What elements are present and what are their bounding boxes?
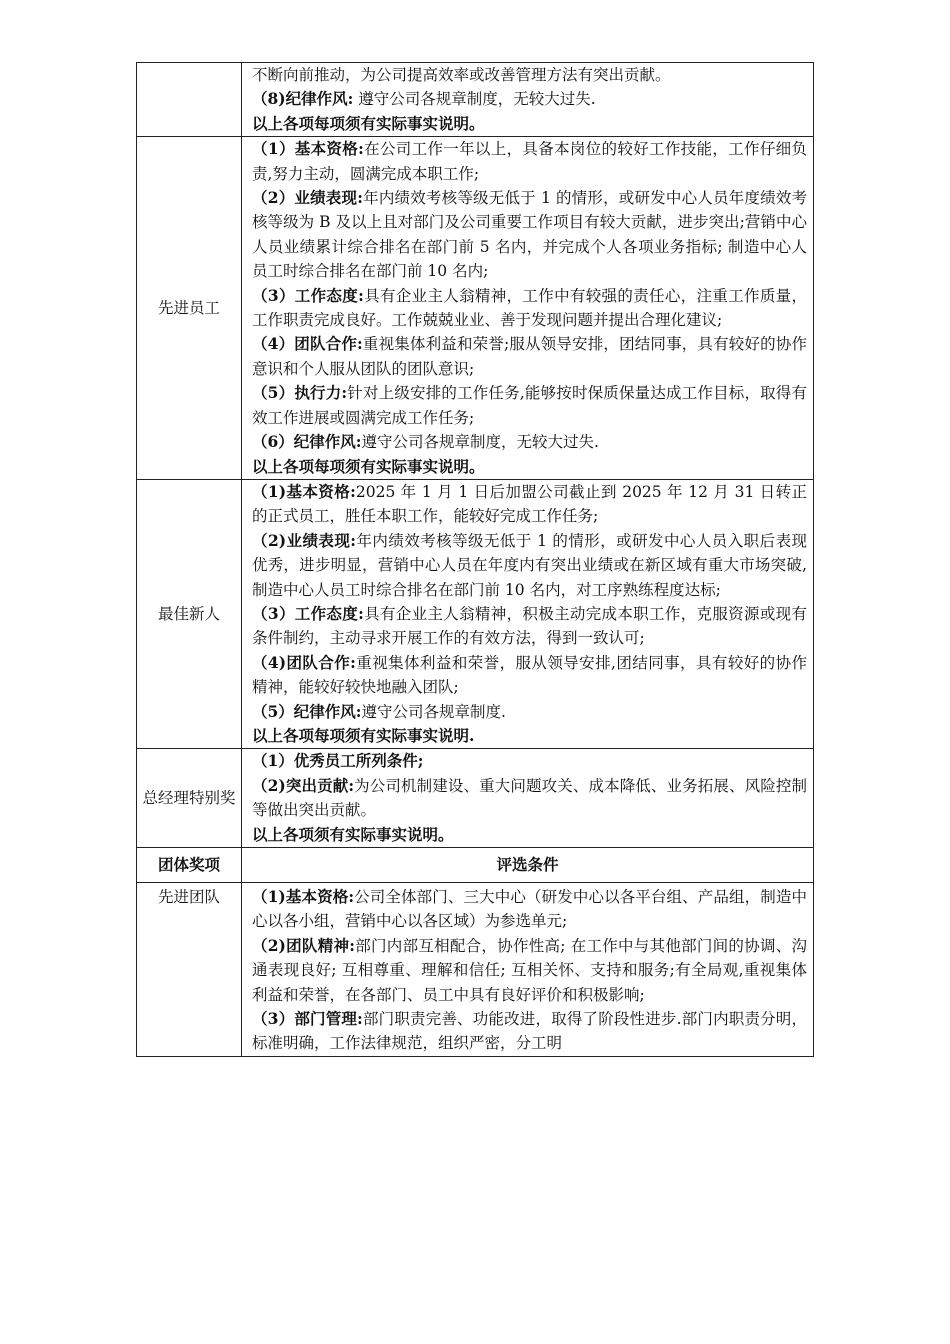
criteria-note: 以上各项每项须有实际事实说明。 [252,456,485,476]
criteria-item [252,87,807,111]
criteria-item-text: 遵守公司各规章制度，无较大过失. [361,433,599,452]
criteria-item [252,284,807,333]
criteria-item-text: 部门职责完善、功能改进，取得了阶段性进步.部门内职责分明，标准明确，工作法律规范，组织严密，分工明 [252,1010,807,1053]
column-header-criteria: 评选条件 [242,848,814,883]
criteria-item-title: （3）部门管理: [252,1009,363,1029]
criteria-item [252,529,807,602]
criteria-item-title: （6）纪律作风: [252,432,362,452]
criteria-item-text: 重视集体利益和荣誉;服从领导安排，团结同事，具有较好的协作意识和个人服从团队的团队意识; [252,335,807,378]
criteria-item [252,332,807,381]
criteria-item-text: 2025 年 1 月 1 日后加盟公司截止到 2025 年 12 月 31 日转正的正式员工，胜任本职工作，能较好完成工作任务; [252,482,807,526]
criteria-item [252,480,807,529]
criteria-item-text: 为公司机制建设、重大问题攻关、成本降低、业务拓展、风险控制等做出突出贡献。 [252,776,807,820]
criteria-cell-continued [242,63,814,137]
table-row-advanced-team [137,883,814,1057]
criteria-item-title: （2)突出贡献: [252,775,355,795]
award-label: 总经理特别奖 [137,749,242,848]
award-label: 最佳新人 [137,479,242,748]
criteria-item [252,774,807,823]
criteria-cell [242,137,814,480]
criteria-item [252,186,807,284]
criteria-item-title: （1）优秀员工所列条件; [252,751,424,771]
criteria-item-text: 公司全体部门、三大中心（研发中心以各平台组、产品组，制造中心以各小组，营销中心以各区域）为参选单元; [252,888,807,931]
criteria-item [252,430,807,454]
criteria-item [252,1007,807,1056]
criteria-item-text: 部门内部互相配合，协作性高; 在工作中与其他部门间的协调、沟通表现良好; 互相尊重、理解和信任; 互相关怀、支持和服务;有全局观,重视集体利益和荣誉，在各部门、员工中具有良好评价和积极影响; [252,936,808,1004]
criteria-item [252,934,807,1007]
criteria-item-title: （3）工作态度: [252,285,364,305]
criteria-cell [242,749,814,848]
criteria-item [252,602,807,651]
criteria-item-title: （1)基本资格: [252,481,356,501]
column-header-award: 团体奖项 [137,848,242,883]
criteria-item-title: （8)纪律作风: [252,89,354,109]
criteria-item [252,700,807,724]
criteria-cell [242,479,814,748]
criteria-note: 以上各项须有实际事实说明。 [252,824,454,844]
criteria-item [252,885,807,934]
criteria-item-title: （4）团队合作: [252,334,363,354]
criteria-note: 以上各项每项须有实际事实说明. [252,725,475,745]
award-label: 先进团队 [137,883,242,1057]
criteria-note: 以上各项每项须有实际事实说明。 [252,113,485,133]
criteria-item-text: 遵守公司各规章制度，无较大过失. [353,90,596,109]
criteria-item-title: （2)团队精神: [252,935,355,955]
table-row-best-newcomer [137,479,814,748]
criteria-item-text: 年内绩效考核等级无低于 1 的情形，或研发中心人员年度绩效考核等级为 B 及以上且对部门及公司重要工作项目有较大贡献，进步突出;营销中心人员业绩累计综合排名在部门前 5 名内，并完成个人各项业务指标; 制造中心人员工时综合排名在部门前 10 名内; [252,189,807,281]
criteria-item-text: 具有企业主人翁精神，积极主动完成本职工作，克服资源或现有条件制约，主动寻求开展工作的有效方法，得到一致认可; [252,604,807,648]
criteria-item-title: （2)业绩表现: [252,530,356,550]
criteria-item [252,651,807,700]
criteria-item-title: （1)基本资格: [252,887,355,906]
award-label: 先进员工 [137,137,242,480]
criteria-item-text: 年内绩效考核等级无低于 1 的情形，或研发中心人员入职后表现优秀，进步明显，营销中心人员在年度内有突出业绩或在新区域有重大市场突破,制造中心人员工时综合排名在部门前 10 名内，对工序熟练程度达标; [252,531,808,599]
criteria-item-text: 在公司工作一年以上，具备本岗位的较好工作技能，工作仔细负责,努力主动，圆满完成本职工作; [252,140,807,183]
criteria-item-text: 具有企业主人翁精神，工作中有较强的责任心，注重工作质量，工作职责完成良好。工作兢兢业业、善于发现问题并提出合理化建议; [252,286,807,330]
criteria-item-text: 针对上级安排的工作任务,能够按时保质保量达成工作目标，取得有效工作进展或圆满完成工作任务; [252,384,807,427]
criteria-item-text: 重视集体利益和荣誉，服从领导安排,团结同事，具有较好的协作精神，能较好较快地融入团队; [252,653,807,697]
table-row-advanced-employee [137,137,814,480]
table-header-row [137,848,814,883]
criteria-cell [242,883,814,1057]
criteria-item [252,381,807,430]
criteria-item-title: （5）执行力: [252,383,348,403]
criteria-text: 不断向前推动，为公司提高效率或改善管理方法有突出贡献。 [252,66,671,84]
criteria-item-title: （3）工作态度: [252,603,364,623]
table-row-continued [137,63,814,137]
criteria-item-title: （2）业绩表现: [252,188,363,208]
criteria-item-title: （5）纪律作风: [252,701,362,721]
criteria-item [252,137,807,186]
row-label-empty [137,63,242,137]
selection-criteria-table [136,62,814,1057]
table-row-gm-special [137,749,814,848]
criteria-item-title: （4)团队合作: [252,652,356,672]
criteria-item-text: 遵守公司各规章制度. [361,702,506,721]
criteria-item-title: （1）基本资格: [252,139,364,159]
